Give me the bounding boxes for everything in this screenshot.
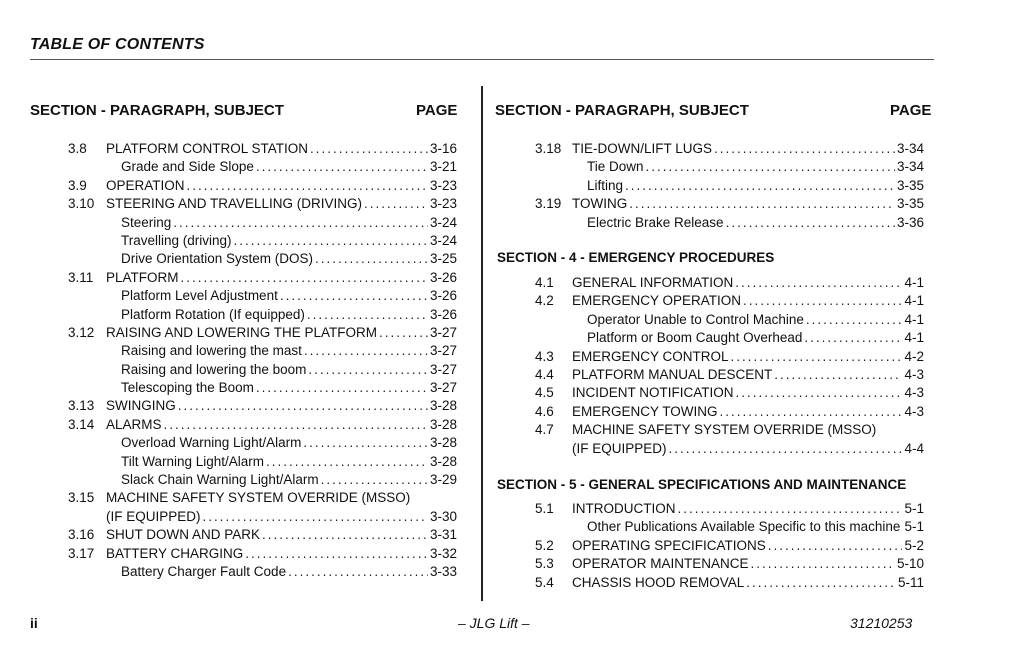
toc-entry-page: 3-24: [428, 232, 457, 250]
toc-entry-number: 3.14: [68, 416, 95, 432]
page-title: TABLE OF CONTENTS: [30, 36, 205, 53]
toc-entry-title: GENERAL INFORMATION: [572, 274, 735, 292]
toc-entry-title: (IF EQUIPPED): [572, 440, 669, 458]
toc-entry-page: 3-36: [895, 214, 924, 232]
toc-entry-title: ALARMS: [106, 416, 164, 434]
toc-entry-page: 3-30: [428, 508, 457, 526]
toc-entry[interactable]: [0, 384, 1024, 402]
toc-entry-title: Steering: [121, 214, 173, 232]
dot-leader: [646, 158, 895, 176]
section-4-toc-list: [0, 274, 1024, 458]
toc-entry[interactable]: [0, 329, 1024, 347]
toc-entry-page: 3-31: [428, 526, 457, 544]
toc-entry-title: Platform Rotation (If equipped): [121, 306, 307, 324]
toc-entry[interactable]: [0, 158, 1024, 176]
toc-entry-page: 4-2: [902, 348, 924, 366]
toc-entry-number: 3.11: [68, 269, 94, 285]
toc-entry[interactable]: [0, 177, 1024, 195]
toc-entry-page: 4-1: [902, 329, 924, 347]
toc-entry-page: 4-3: [902, 366, 924, 384]
toc-entry[interactable]: [0, 421, 1024, 439]
dot-leader: [629, 195, 895, 213]
toc-entry-title: MACHINE SAFETY SYSTEM OVERRIDE (MSSO): [572, 421, 878, 439]
toc-entry-page: 3-34: [895, 140, 924, 158]
toc-entry-page: 3-27: [428, 379, 457, 397]
footer-doc-number: 31210253: [850, 615, 913, 631]
toc-entry-title: PLATFORM MANUAL DESCENT: [572, 366, 774, 384]
toc-entry-title: Travelling (driving): [121, 232, 234, 250]
toc-entry-title: SWINGING: [106, 397, 178, 415]
toc-entry-title: Drive Orientation System (DOS): [121, 250, 315, 268]
toc-entry-title: TIE-DOWN/LIFT LUGS: [572, 140, 714, 158]
right-column-header-subject: SECTION - PARAGRAPH, SUBJECT: [495, 102, 749, 119]
toc-entry-title: Grade and Side Slope: [121, 158, 256, 176]
toc-entry-number: 3.8: [68, 141, 87, 156]
toc-entry-page: 3-24: [428, 214, 457, 232]
toc-entry-title: CHASSIS HOOD REMOVAL: [572, 574, 746, 592]
toc-entry-number: 5.1: [535, 501, 554, 516]
toc-entry-title: Raising and lowering the boom: [121, 361, 308, 379]
toc-entry-title: STEERING AND TRAVELLING (DRIVING): [106, 195, 364, 213]
toc-entry-number: 3.10: [68, 196, 95, 212]
toc-entry-number: 4.1: [535, 275, 554, 290]
section-5-toc-list: [0, 500, 1024, 592]
dot-leader: [625, 177, 895, 195]
toc-entry-title: RAISING AND LOWERING THE PLATFORM: [106, 324, 379, 342]
toc-entry-number: 5.4: [535, 574, 554, 590]
toc-entry-page: 3-21: [428, 158, 457, 176]
toc-entry-page: 3-32: [428, 545, 457, 563]
toc-entry-title: EMERGENCY CONTROL: [572, 348, 731, 366]
dot-leader: [726, 214, 895, 232]
toc-entry-page: 3-35: [895, 195, 924, 213]
toc-entry-number: 3.16: [68, 527, 95, 543]
toc-entry-title: Slack Chain Warning Light/Alarm: [121, 471, 321, 489]
toc-entry-title: Platform or Boom Caught Overhead: [587, 329, 804, 347]
toc-entry-page: 5-10: [895, 555, 924, 573]
toc-entry-title: Electric Brake Release: [587, 214, 726, 232]
dot-leader: [669, 440, 903, 458]
toc-entry-number: 3.19: [535, 196, 562, 212]
section-5-heading: SECTION - 5 - GENERAL SPECIFICATIONS AND MAINTENANCE: [497, 477, 907, 492]
toc-entry-page: 3-23: [428, 195, 457, 213]
footer-publisher: – JLG Lift –: [458, 615, 530, 631]
section-4-heading: SECTION - 4 - EMERGENCY PROCEDURES: [497, 250, 775, 265]
dot-leader: [806, 311, 903, 329]
toc-entry[interactable]: [0, 311, 1024, 329]
toc-entry[interactable]: [0, 574, 1024, 592]
toc-entry[interactable]: [0, 348, 1024, 366]
toc-entry-page: 5-2: [902, 537, 924, 555]
toc-entry-title: Lifting: [587, 177, 625, 195]
toc-entry-title: Other Publications Available Specific to this machine: [587, 518, 902, 536]
toc-entry-number: 4.4: [535, 366, 554, 382]
toc-entry-page: 5-1: [902, 518, 924, 536]
toc-entry[interactable]: [0, 274, 1024, 292]
toc-entry-title: INTRODUCTION: [572, 500, 678, 518]
toc-entry-page: 3-23: [428, 177, 457, 195]
toc-entry[interactable]: [0, 366, 1024, 384]
toc-entry[interactable]: [0, 195, 1024, 213]
toc-entry[interactable]: [0, 555, 1024, 573]
dot-leader: [735, 274, 902, 292]
toc-entry-page: 3-16: [428, 140, 457, 158]
toc-entry-title: OPERATOR MAINTENANCE: [572, 555, 751, 573]
toc-entry-page: 3-33: [428, 563, 457, 581]
toc-entry-page: 3-35: [895, 177, 924, 195]
toc-entry-page: 3-27: [428, 342, 457, 360]
toc-entry-page: 3-28: [428, 397, 457, 415]
dot-leader: [804, 329, 902, 347]
footer-page-number: ii: [30, 615, 38, 631]
toc-entry[interactable]: [0, 292, 1024, 310]
right-toc-list-section3: [0, 140, 1024, 232]
toc-entry-page: 4-1: [902, 311, 924, 329]
toc-entry-page: 4-3: [902, 403, 924, 421]
toc-entry[interactable]: [0, 403, 1024, 421]
toc-entry-page: 3-28: [428, 434, 457, 452]
dot-leader: [315, 250, 428, 268]
toc-entry-page: 4-1: [902, 274, 924, 292]
toc-entry-title: Telescoping the Boom: [121, 379, 256, 397]
toc-entry-title: PLATFORM CONTROL STATION: [106, 140, 310, 158]
toc-entry[interactable]: [0, 500, 1024, 518]
toc-entry-page: 3-26: [428, 287, 457, 305]
toc-entry-page: 5-11: [896, 574, 924, 592]
title-divider: [30, 59, 934, 60]
toc-entry-number: 4.3: [535, 348, 554, 364]
toc-entry-page: 4-4: [902, 440, 924, 458]
toc-entry-number: 5.2: [535, 537, 554, 553]
dot-leader: [746, 574, 896, 592]
toc-entry-number: 3.12: [68, 324, 95, 340]
toc-entry-title: Tilt Warning Light/Alarm: [121, 453, 266, 471]
dot-leader: [678, 500, 903, 518]
toc-entry-number: 3.15: [68, 490, 95, 506]
toc-entry-number: 5.3: [535, 556, 554, 572]
dot-leader: [774, 366, 902, 384]
toc-entry-page: 3-26: [428, 306, 457, 324]
toc-entry-title: EMERGENCY TOWING: [572, 403, 720, 421]
toc-entry-page: 3-25: [428, 250, 457, 268]
dot-leader: [720, 403, 903, 421]
toc-entry-page: 3-29: [428, 471, 457, 489]
toc-entry-number: 4.7: [535, 422, 554, 438]
toc-entry-page: 3-27: [428, 324, 457, 342]
toc-entry[interactable]: [0, 232, 1024, 250]
toc-entry-page: 3-28: [428, 453, 457, 471]
toc-entry-title: PLATFORM: [106, 269, 181, 287]
toc-entry-page: 3-26: [428, 269, 457, 287]
toc-entry-title: Operator Unable to Control Machine: [587, 311, 806, 329]
toc-entry-page: 4-1: [902, 292, 924, 310]
toc-entry[interactable]: [0, 440, 1024, 458]
toc-entry-title: MACHINE SAFETY SYSTEM OVERRIDE (MSSO): [106, 489, 412, 507]
toc-entry-title: TOWING: [572, 195, 629, 213]
toc-entry-page: 3-34: [895, 158, 924, 176]
left-column-header-subject: SECTION - PARAGRAPH, SUBJECT: [30, 102, 284, 119]
toc-entry-title: Tie Down: [587, 158, 646, 176]
toc-entry-number: 4.6: [535, 403, 554, 419]
toc-entry-title: BATTERY CHARGING: [106, 545, 245, 563]
toc-entry-title: Overload Warning Light/Alarm: [121, 434, 303, 452]
toc-entry-page: 5-1: [902, 500, 924, 518]
toc-entry-number: 3.13: [68, 398, 95, 414]
dot-leader: [321, 471, 428, 489]
toc-entry-title: Raising and lowering the mast: [121, 342, 304, 360]
right-column-header-page: PAGE: [890, 102, 932, 119]
toc-entry-page: 3-28: [428, 416, 457, 434]
dot-leader: [736, 384, 903, 402]
toc-entry[interactable]: [0, 140, 1024, 158]
toc-entry-title: Battery Charger Fault Code: [121, 563, 288, 581]
toc-entry-title: SHUT DOWN AND PARK: [106, 526, 262, 544]
toc-entry-number: 3.18: [535, 141, 562, 156]
toc-entry-page: 3-27: [428, 361, 457, 379]
dot-leader: [731, 348, 903, 366]
dot-leader: [768, 537, 903, 555]
toc-entry-number: 4.5: [535, 385, 554, 401]
toc-entry-number: 3.9: [68, 177, 87, 193]
toc-entry-number: 3.17: [68, 545, 95, 561]
toc-entry-title: OPERATING SPECIFICATIONS: [572, 537, 768, 555]
toc-entry-title: Platform Level Adjustment: [121, 287, 280, 305]
dot-leader: [751, 555, 895, 573]
toc-entry[interactable]: [0, 537, 1024, 555]
dot-leader: [743, 292, 902, 310]
dot-leader: [714, 140, 895, 158]
toc-entry-title: INCIDENT NOTIFICATION: [572, 384, 736, 402]
toc-entry-title: (IF EQUIPPED): [106, 508, 203, 526]
toc-entry-title: EMERGENCY OPERATION: [572, 292, 743, 310]
toc-entry-page: 4-3: [902, 384, 924, 402]
toc-entry-title: OPERATION: [106, 177, 187, 195]
toc-entry[interactable]: [0, 214, 1024, 232]
dot-leader: [234, 232, 428, 250]
left-column-header-page: PAGE: [416, 102, 458, 119]
toc-entry-number: 4.2: [535, 293, 554, 309]
toc-entry[interactable]: [0, 518, 1024, 536]
